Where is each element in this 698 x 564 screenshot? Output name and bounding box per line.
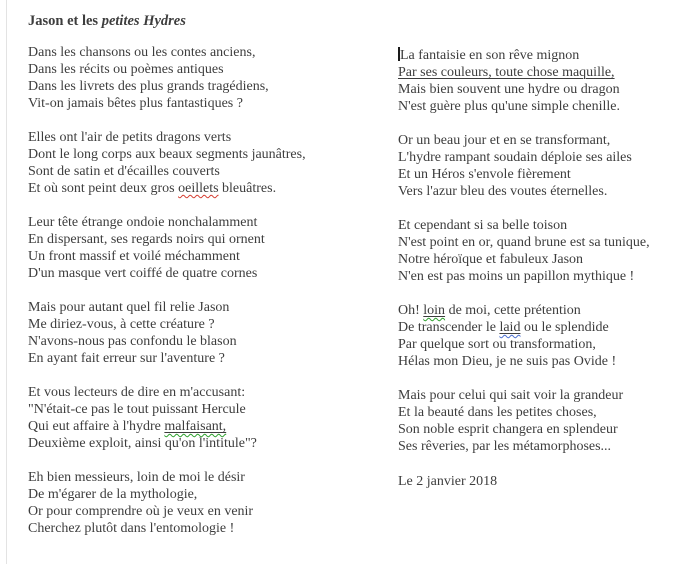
poem-line[interactable]: Un front massif et voilé méchamment [28, 249, 240, 264]
underlined-word [164, 419, 226, 434]
poem-line[interactable]: Notre héroïque et fabuleux Jason [398, 252, 584, 267]
poem-line[interactable]: Or un beau jour et en se transformant, [398, 133, 611, 148]
poem-line[interactable]: Ses rêveries, par les métamorphoses... [398, 439, 612, 454]
poem-line[interactable] [28, 180, 388, 197]
poem-line[interactable]: En dispersant, ses regards noirs qui ornent [28, 232, 265, 247]
poem-line[interactable]: Dont le long corps aux beaux segments jaunâtres, [28, 147, 306, 162]
poem-line[interactable]: L'hydre rampant soudain déploie ses ailes [398, 150, 632, 165]
grammar-flagged-word: loin [423, 303, 446, 318]
poem-line[interactable]: En ayant fait erreur sur l'aventure ? [28, 351, 225, 366]
title-text: Jason et les [28, 13, 102, 29]
poem-line[interactable]: Leur tête étrange ondoie nonchalamment [28, 215, 258, 230]
poem-line[interactable]: Me diriez-vous, à cette créature ? [28, 317, 215, 332]
poem-line[interactable]: Mais bien souvent une hydre ou dragon [398, 82, 620, 97]
page-edge-line [6, 0, 7, 564]
poem-line[interactable]: "N'était-ce pas le tout puissant Hercule [28, 402, 246, 417]
poem-line[interactable]: Elles ont l'air de petits dragons verts [28, 130, 232, 145]
poem-line[interactable] [398, 47, 688, 64]
poem-line[interactable]: Eh bien messieurs, loin de moi le désir [28, 470, 245, 485]
poem-line[interactable]: Par quelque sort ou transformation, [398, 337, 596, 352]
line-text: De transcender le [398, 320, 500, 335]
stanza-1 [28, 44, 388, 112]
poem-line[interactable]: Dans les chansons ou les contes anciens, [28, 45, 256, 60]
stanza-10 [398, 302, 688, 370]
stanza-6 [28, 469, 388, 537]
poem-line[interactable]: N'en est pas moins un papillon mythique ! [398, 269, 635, 284]
stanza-8 [398, 132, 688, 200]
poem-line[interactable]: Et vous lecteurs de dire en m'accusant: [28, 385, 246, 400]
poem-column-right [398, 47, 688, 490]
line-text: Et où sont peint deux gros [28, 181, 179, 196]
underlined-word [423, 303, 445, 318]
poem-line[interactable]: Mais pour celui qui sait voir la grandeur [398, 388, 624, 403]
poem-line[interactable]: N'avons-nous pas confondu le blason [28, 334, 237, 349]
poem-line[interactable]: Et un Héros s'envole fièrement [398, 167, 571, 182]
poem-line[interactable]: Dans les livrets des plus grands tragédiens, [28, 79, 269, 94]
poem-line[interactable]: Deuxième exploit, ainsi qu'on l'intitule"? [28, 436, 257, 451]
poem-column-left [28, 44, 388, 554]
line-text: bleuâtres. [218, 181, 277, 196]
poem-line[interactable] [28, 418, 388, 435]
poem-line[interactable]: Son noble esprit changera en splendeur [398, 422, 618, 437]
line-text: ou le splendide [520, 320, 609, 335]
title-emphasis: petites Hydres [101, 13, 186, 29]
underlined-line: Par ses couleurs, toute chose maquille, [398, 65, 615, 80]
line-text: Oh! [398, 303, 424, 318]
poem-line[interactable]: Or pour comprendre où je veux en venir [28, 504, 254, 519]
poem-line[interactable]: D'un masque vert coiffé de quatre cornes [28, 266, 258, 281]
line-text: La fantaisie en son rêve mignon [400, 48, 580, 63]
poem-line[interactable] [398, 319, 688, 336]
poem-line[interactable]: Mais pour autant quel fil relie Jason [28, 300, 230, 315]
line-text: Qui eut affaire à l'hydre [28, 419, 165, 434]
poem-line[interactable]: Dans les récits ou poèmes antiques [28, 62, 224, 77]
stanza-9 [398, 217, 688, 285]
poem-title[interactable] [28, 13, 186, 30]
poem-line[interactable]: Vers l'azur bleu des voutes éternelles. [398, 184, 608, 199]
stanza-5 [28, 384, 388, 452]
grammar-flagged-word: malfaisant, [164, 419, 227, 434]
stanza-7 [398, 47, 688, 115]
misspelled-word: oeillets [178, 181, 219, 196]
stanza-4 [28, 299, 388, 367]
poem-line[interactable]: Vit-on jamais bêtes plus fantastiques ? [28, 96, 243, 111]
stanza-11 [398, 387, 688, 455]
style-flagged-word: laid [499, 320, 521, 335]
poem-line[interactable]: Et la beauté dans les petites choses, [398, 405, 597, 420]
poem-line[interactable]: N'est point en or, quand brune est sa tunique, [398, 235, 650, 250]
poem-line[interactable]: Sont de satin et d'écailles couverts [28, 164, 220, 179]
stanza-2 [28, 129, 388, 197]
poem-line[interactable]: De m'égarer de la mythologie, [28, 487, 198, 502]
underlined-word [499, 320, 520, 335]
poem-line[interactable]: Cherchez plutôt dans l'entomologie ! [28, 521, 235, 536]
stanza-3 [28, 214, 388, 282]
date-line[interactable]: Le 2 janvier 2018 [398, 474, 498, 489]
poem-line[interactable]: N'est guère plus qu'une simple chenille. [398, 99, 620, 114]
poem-line[interactable]: Et cependant si sa belle toison [398, 218, 568, 233]
poem-line[interactable]: Hélas mon Dieu, je ne suis pas Ovide ! [398, 354, 617, 369]
line-text: de moi, cette prétention [445, 303, 581, 318]
poem-line[interactable] [398, 302, 688, 319]
poem-line[interactable] [398, 64, 688, 81]
